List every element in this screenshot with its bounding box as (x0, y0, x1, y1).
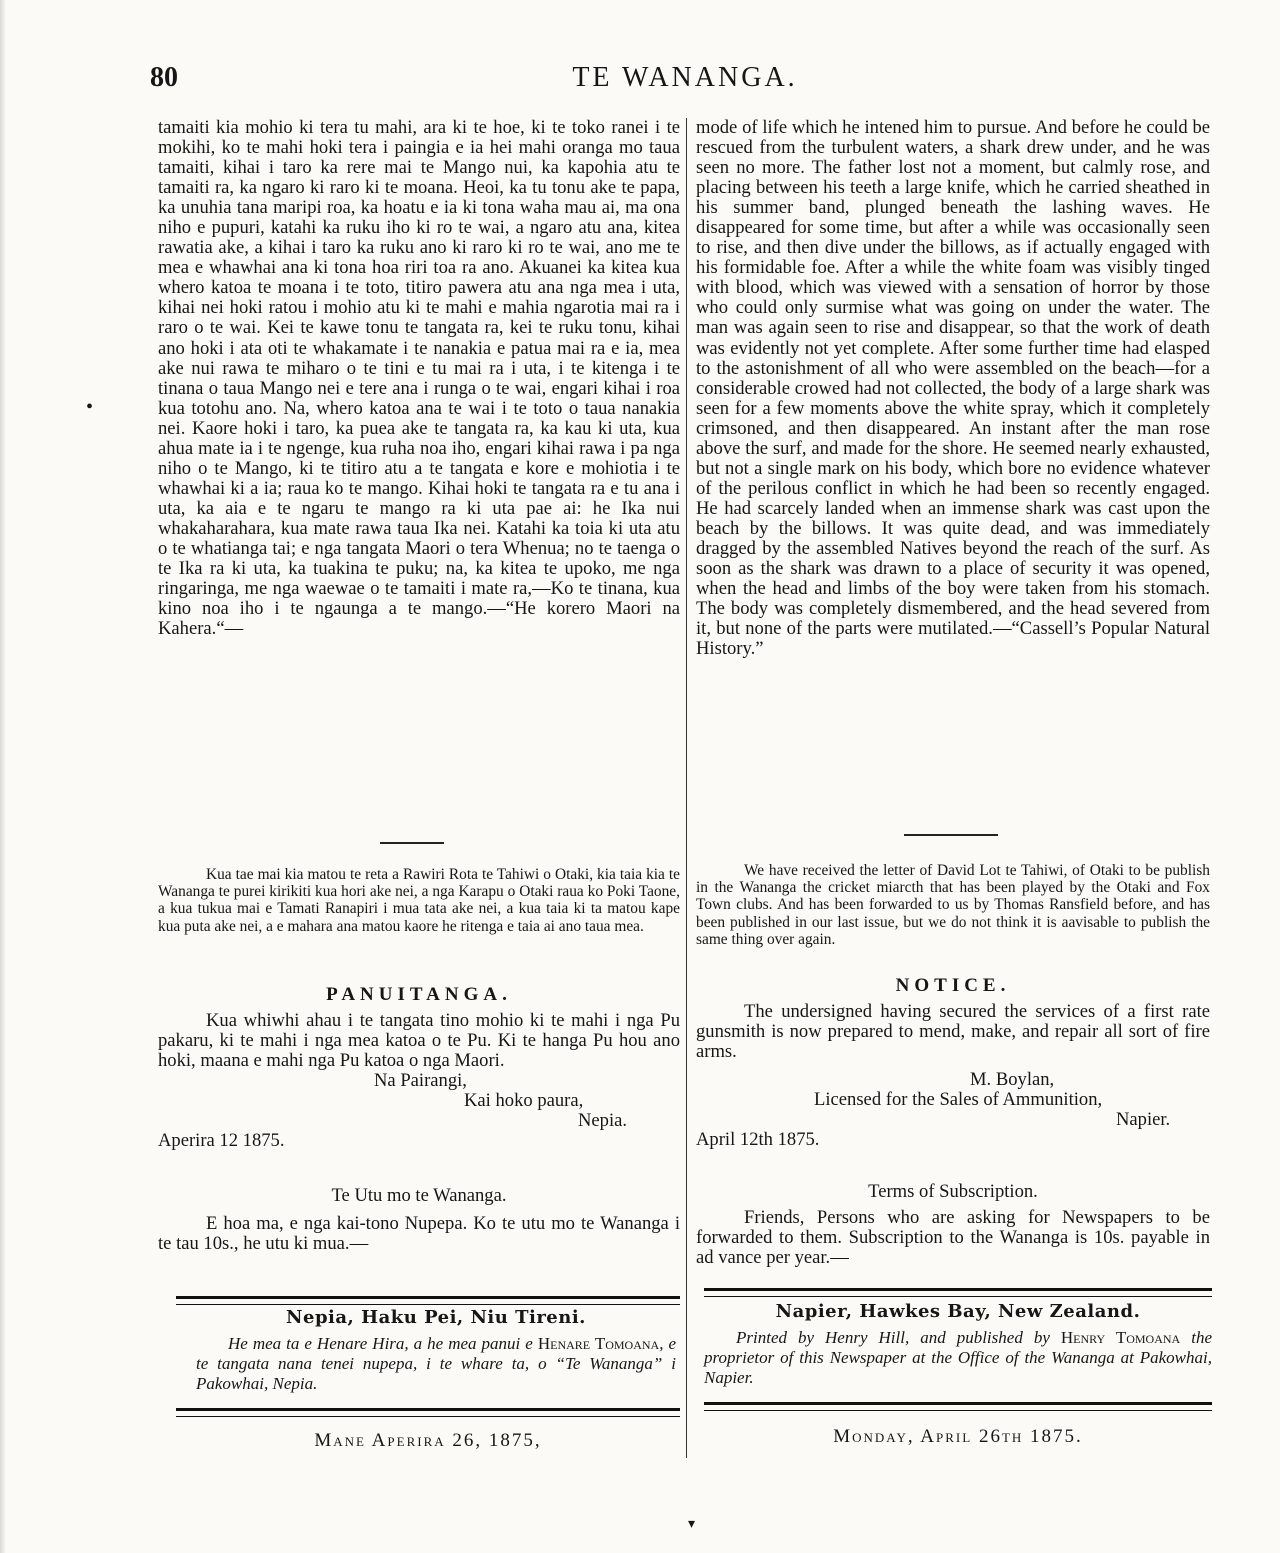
english-notice (696, 976, 1210, 1150)
subscription-english (696, 1182, 1210, 1268)
english-editorial-note (696, 862, 1210, 948)
page-header (150, 62, 1220, 102)
notice-signature-place: Napier. (1116, 1109, 1171, 1131)
maori-imprint-title: Nepia, Haku Pei, Niu Tireni. (286, 1307, 586, 1328)
maori-editorial-note-text: Kua tae mai kia matou te reta a Rawiri Rota te Tahiwi o Otaki, kia taia kia te Wananga te purei kirikiti kua hori ake nei, a nga Karapu o Otaki raua ko Poki Taone, a kua tukua mai e Tamati Ranapiri i mua tata ake nei, a kua taia ki ta matou kape kua puta ake nei, a e mahara ana matou kaore he ritenga e taia ai ano taua mea. (158, 866, 680, 935)
imprint-rule-top-left (176, 1296, 680, 1305)
maori-imprint-publisher: Henare Tomoana (537, 1334, 660, 1354)
panuitanga-body: Kua whiwhi ahau i te tangata tino mohio ki te mahi i nga Pu pakaru, ki te mahi i nga mea katoa o te Pu. Ki te hanga Pu hou ano hoki, maana e mahi nga Pu katoa o nga Maori. (158, 1010, 680, 1072)
maori-imprint-text-a: He mea ta e Henare Hira, a he mea panui e (228, 1334, 533, 1354)
english-imprint-text-a: Printed by Henry Hill, and published by (736, 1328, 1050, 1348)
notice-signature-role: Licensed for the Sales of Ammunition, (814, 1089, 1103, 1111)
subscription-maori (158, 1186, 680, 1254)
notice-date: April 12th 1875. (696, 1129, 820, 1151)
english-imprint-text (704, 1328, 1212, 1388)
maori-article-text: tamaiti kia mohio ki tera tu mahi, ara ki te hoe, ki te toko ranei i te mokihi, ko te mahi hoki tera i paingia e ia hei mahi oranga mo taua tamaiti, kihai i taro ka rere mai te Mango nui, ka kapohia atu te tamaiti ra, ka ngaro ki raro ki te moana. Heoi, ka tu tonu ake te papa, ka unuhia tana maripi roa, ka hoatu e ia ki tona waha mau ai, ma ona niho e pupuri, katahi ka ruku iho ki ro te wai, a ngaro atu ana, kitea rawatia ake, a kihai i taro ka ruku ano ki raro ki ro te wai, ano me te mea e whawhai ana ki tona hoa riri toa ra ano. Akuanei ka kitea kua whero katoa te moana i te toto, titiro pawera atu ana nga mea i uta, kihai nei hoki ratou i mohio atu ki te mahi e mahia ngarotia mai ra i raro o te wai. Kei te kawe tonu te tangata ra, kei te ruku tonu, kihai ano hoki i ata oti te whakamate i te nanakia e patua mai ra e ia, mea ake nui rawa te miharo o te tini e tu mai ra i uta, i te kitenga i te tinana o taua Mango nei e tere ana i runga o te wai, engari kihai i roa kua totohu ano. Na, whero katoa ana te wai i te toto o taua nanakia nei. Kaore hoki i taro, ka puea ake te tangata ra, ka kau ki uta, kua ahua mate ia i te ngenge, kua ruha noa iho, engari kihai rawa i pa nga niho o te Mango, ki te titiro atu a te tangata e kore e mohiotia i te whawhai ki a ia; raua ko te mango. Kihai hoki te tangata ra e tu ana i uta, ka aia e te ngaru te mango ra ki uta pae ai: he Ika nui whakaharahara, kua mate rawa taua Ika nei. Katahi ka toia ki uta atu o te whatianga tai; e nga tangata Maori o tera Whenua; no te taenga o te Ika ra ki uta, ka tuakina te puku; na, ka kitea te upoko, me nga ringaringa, me nga waewae o te tamaiti i mate ra,—Ko te tinana, kua kino noa iho i te ngaunga a te mango.—“He korero Maori na Kahera.“— (158, 117, 680, 640)
english-imprint-title: Napier, Hawkes Bay, New Zealand. (775, 1301, 1141, 1322)
panuitanga-signature-name: Na Pairangi, (374, 1070, 467, 1092)
imprint-rule-top-right (704, 1288, 1212, 1297)
english-imprint-publisher: Henry Tomoana (1060, 1328, 1181, 1348)
notice-signature-name: M. Boylan, (970, 1069, 1055, 1091)
masthead-title: TE WANANGA. (572, 62, 798, 93)
panuitanga-date: Aperira 12 1875. (158, 1130, 285, 1152)
utu-heading: Te Utu mo te Wananga. (331, 1185, 507, 1206)
english-imprint-text-b: the proprietor of this Newspaper at the Office of the Wananga at Pakowhai, Napier. (704, 1328, 1212, 1388)
maori-editorial-note (158, 866, 680, 935)
english-editorial-note-text: We have received the letter of David Lot te Tahiwi, of Otaki to be publish in the Wananga the cricket miarcth that has been played by the Otaki and Fox Town clubs. And has been forwarded to us by Thomas Ransfield before, and has been published in our last issue, but we do not think it is aavisable to publish the same thing over again. (696, 862, 1210, 948)
column-divider (686, 118, 687, 1458)
maori-issue-date: Mane Aperira 26, 1875, (314, 1430, 542, 1451)
separator-rule-left (380, 842, 444, 844)
maori-imprint-text (196, 1334, 676, 1394)
panuitanga-notice (158, 985, 680, 1151)
subscription-heading: Terms of Subscription. (868, 1181, 1038, 1202)
page-number: 80 (150, 62, 178, 93)
english-article (696, 118, 1210, 659)
utu-body: E hoa ma, e nga kai-tono Nupepa. Ko te utu mo te Wananga i te tau 10s., he utu ki mua.— (158, 1213, 680, 1255)
page-edge-shadow (0, 0, 6, 1553)
notice-body: The undersigned having secured the services of a first rate gunsmith is now prepared to mend, make, and repair all sort of fire arms. (696, 1001, 1210, 1063)
maori-imprint-text-b: , e te tangata nana tenei nupepa, i te whare ta, o “Te Wananga” i Pakowhai, Nepia. (196, 1334, 677, 1394)
english-imprint (704, 1302, 1212, 1388)
panuitanga-heading: PANUITANGA. (326, 984, 512, 1005)
imprint-rule-bottom-left (176, 1408, 680, 1417)
notice-heading: NOTICE. (895, 975, 1011, 996)
ink-speck: ▾ (688, 1517, 696, 1532)
subscription-body: Friends, Persons who are asking for Newspapers to be forwarded to them. Subscription to the Wananga is 10s. payable in ad vance per year.— (696, 1207, 1210, 1269)
imprint-rule-bottom-right (704, 1402, 1212, 1411)
english-article-text: mode of life which he intened him to pursue. And before he could be rescued from the turbulent waters, a shark drew under, and he was seen no more. The father lost not a moment, but calmly rose, and placing between his teeth a large knife, which he carried sheathed in his summer band, plunged beneath the lashing waves. He disappeared for some time, but after a while was occasionally seen to rise, and then dive under the billows, as if actually engaged with his formidable foe. After a while the white foam was visibly tinged with blood, which was viewed with a sensation of horror by those who could only surmise what was going on under the water. The man was again seen to rise and disappear, so that the work of death was evidently not yet complete. After some further time had elasped to the astonishment of all who were assembled on the beach—for a considerable crowed had not collected, the body of a large shark was seen for a few moments above the white spray, which it completely crimsoned, and then disappeared. An instant after the man rose above the surf, and made for the shore. He seemed nearly exhausted, but not a single mark on his body, which bore no evidence whatever of the perilous conflict in which he had been so recently engaged. He had scarcely landed when an immense shark was cast upon the beach by the billows. It was quite dead, and was immediately dragged by the assembled Natives beyond the reach of the surf. As soon as the shark was drawn to a place of security it was opened, when the head and limbs of the boy were taken from his stomach. The body was completely dismembered, and the head severed from it, but none of the parts were mutilated.—“Cassell’s Popular Natural History.” (696, 117, 1210, 660)
maori-imprint (196, 1308, 676, 1394)
maori-article (158, 118, 680, 639)
panuitanga-signature-place: Nepia. (578, 1110, 628, 1132)
english-issue-date: Monday, April 26th 1875. (833, 1426, 1083, 1447)
panuitanga-signature-role: Kai hoko paura, (464, 1090, 584, 1112)
ink-speck: • (86, 396, 94, 418)
separator-rule-right (904, 834, 998, 836)
